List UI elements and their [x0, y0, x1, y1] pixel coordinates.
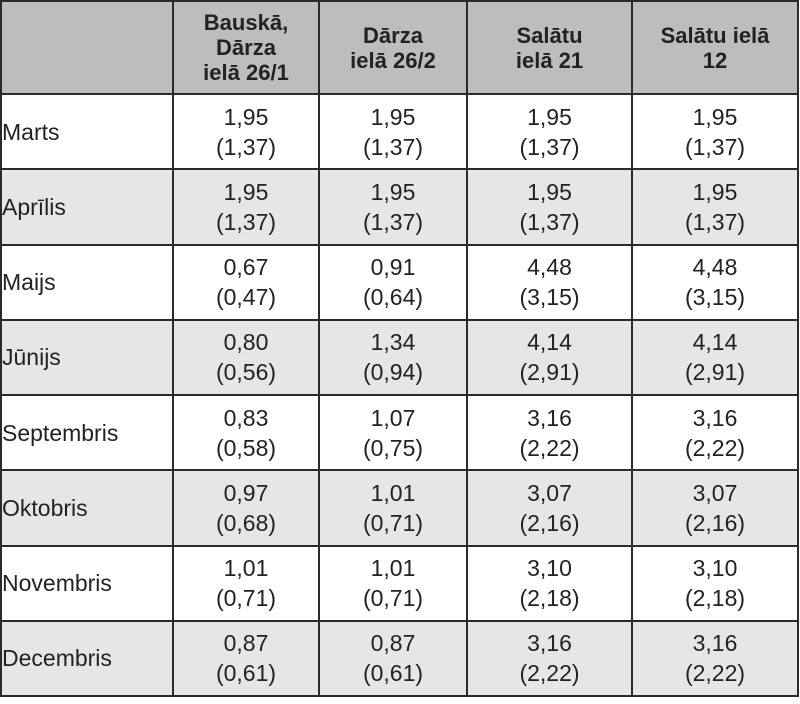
table-cell: 4,14 (2,91) [467, 320, 632, 395]
table-row [1, 320, 798, 395]
table-row [1, 245, 798, 320]
table-cell: 3,07 (2,16) [467, 470, 632, 545]
table-row [1, 395, 798, 470]
row-label-decembris: Decembris [1, 621, 173, 696]
table-cell: 3,10 (2,18) [632, 546, 798, 621]
corner-header-cell [1, 1, 173, 94]
column-header-bauska-darza-26-1: Bauskā, Dārza ielā 26/1 [173, 1, 319, 94]
table-cell: 1,95 (1,37) [173, 94, 319, 169]
table-cell: 1,01 (0,71) [319, 470, 467, 545]
row-label-novembris: Novembris [1, 546, 173, 621]
table-cell: 1,95 (1,37) [632, 169, 798, 244]
table-cell: 0,91 (0,64) [319, 245, 467, 320]
table-row [1, 94, 798, 169]
column-header-darza-26-2: Dārza ielā 26/2 [319, 1, 467, 94]
table-row [1, 621, 798, 696]
table-cell: 1,95 (1,37) [632, 94, 798, 169]
table-row [1, 470, 798, 545]
table-cell: 0,67 (0,47) [173, 245, 319, 320]
table-cell: 0,87 (0,61) [319, 621, 467, 696]
table-cell: 1,34 (0,94) [319, 320, 467, 395]
table-cell: 3,16 (2,22) [632, 395, 798, 470]
table-cell: 3,07 (2,16) [632, 470, 798, 545]
table-cell: 3,10 (2,18) [467, 546, 632, 621]
row-label-aprilis: Aprīlis [1, 169, 173, 244]
table-cell: 1,95 (1,37) [319, 169, 467, 244]
table-cell: 0,80 (0,56) [173, 320, 319, 395]
table-cell: 0,97 (0,68) [173, 470, 319, 545]
column-header-salatu-12: Salātu ielā 12 [632, 1, 798, 94]
table-cell: 1,95 (1,37) [467, 169, 632, 244]
row-label-maijs: Maijs [1, 245, 173, 320]
table-cell: 3,16 (2,22) [632, 621, 798, 696]
table-cell: 1,95 (1,37) [319, 94, 467, 169]
table-cell: 4,14 (2,91) [632, 320, 798, 395]
column-header-salatu-21: Salātu ielā 21 [467, 1, 632, 94]
table-cell: 1,95 (1,37) [173, 169, 319, 244]
table-cell: 3,16 (2,22) [467, 621, 632, 696]
table-cell: 4,48 (3,15) [632, 245, 798, 320]
table-cell: 0,83 (0,58) [173, 395, 319, 470]
table-cell: 1,07 (0,75) [319, 395, 467, 470]
table-cell: 0,87 (0,61) [173, 621, 319, 696]
row-label-junijs: Jūnijs [1, 320, 173, 395]
table-cell: 3,16 (2,22) [467, 395, 632, 470]
row-label-septembris: Septembris [1, 395, 173, 470]
table-cell: 1,95 (1,37) [467, 94, 632, 169]
row-label-marts: Marts [1, 94, 173, 169]
row-label-oktobris: Oktobris [1, 470, 173, 545]
table-cell: 1,01 (0,71) [319, 546, 467, 621]
table-cell: 1,01 (0,71) [173, 546, 319, 621]
table-row [1, 169, 798, 244]
table-row [1, 546, 798, 621]
table-cell: 4,48 (3,15) [467, 245, 632, 320]
header-row [1, 1, 798, 94]
